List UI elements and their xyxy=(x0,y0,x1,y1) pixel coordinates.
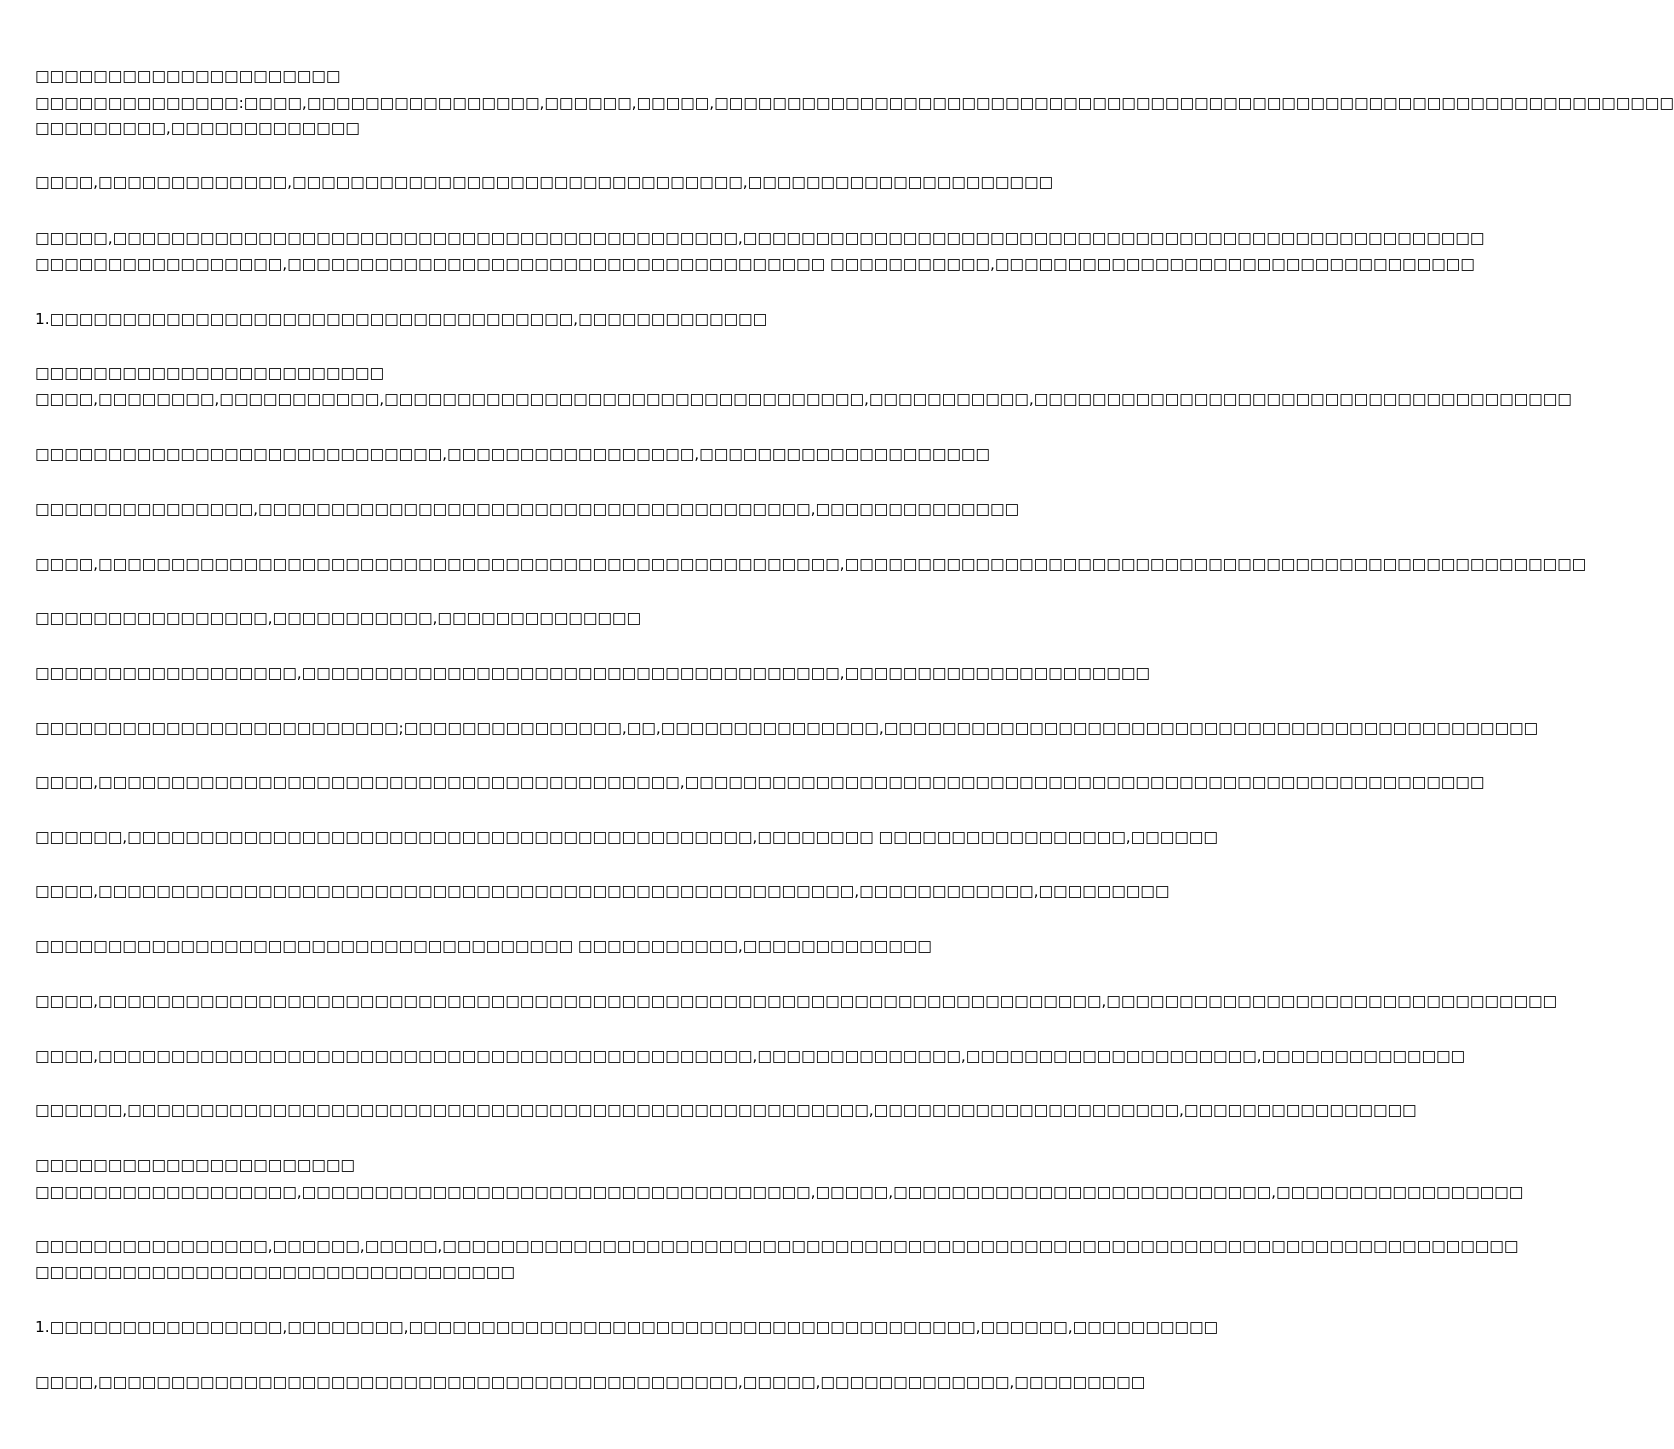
text-line: □□□□□□□□□□□□□□□□□□,□□□□□□□□□□□□□□□□□□□□□□□□□□□□□□□□□□□□□,□□□□□□□□□□□□□□□□□□□□□ xyxy=(35,664,1150,682)
text-line: □□□□□□□□□□□□□□□□□□□□□□ xyxy=(35,1156,355,1174)
text-line: □□□□,□□□□□□□□□□□□□,□□□□□□□□□□□□□□□□□□□□□□□□□□□□□□□,□□□□□□□□□□□□□□□□□□□□□ xyxy=(35,173,1054,191)
text-line: □□□□□□□□□,□□□□□□□□□□□□□ xyxy=(35,119,360,137)
text-line: 1.□□□□□□□□□□□□□□□□,□□□□□□□□,□□□□□□□□□□□□□□□□□□□□□□□□□□□□□□□□□□□□□□□,□□□□□□,□□□□□□□□□□ xyxy=(35,1318,1219,1336)
text-line: □□□□□□□□□□□□□□□□□□□□□□□□ xyxy=(35,364,384,382)
text-line: □□□□,□□□□□□□□□□□□□□□□□□□□□□□□□□□□□□□□□□□□□□□□□□□□□□□□□□□□,□□□□□□□□□□□□,□□□□□□□□□ xyxy=(35,882,1170,900)
text-line: □□□□,□□□□□□□□□□□□□□□□□□□□□□□□□□□□□□□□□□□□□□□□,□□□□□□□□□□□□□□□□□□□□□□□□□□□□□□□□□□□□□□□□□□□□□□□□□□□□□□□ xyxy=(35,773,1485,791)
text-line: □□□□,□□□□□□□□□□□□□□□□□□□□□□□□□□□□□□□□□□□□□□□□□□□□□□□□□□□,□□□□□□□□□□□□□□□□□□□□□□□□□□□□□□□□□□□□□□□□□□□□□□□□□□□ xyxy=(35,555,1587,573)
text-line: □□□□□□,□□□□□□□□□□□□□□□□□□□□□□□□□□□□□□□□□□□□□□□□□□□,□□□□□□□□ □□□□□□□□□□□□□□□□□,□□□□□□ xyxy=(35,828,1218,846)
text-line: □□□□□□□□□□□□□□□,□□□□□□□□□□□□□□□□□□□□□□□□□□□□□□□□□□□□□□,□□□□□□□□□□□□□□ xyxy=(35,500,1020,518)
text-line: □□□□□,□□□□□□□□□□□□□□□□□□□□□□□□□□□□□□□□□□□□□□□□□□□,□□□□□□□□□□□□□□□□□□□□□□□□□□□□□□□□□□□□□□□□□□□□□□□□□□□ xyxy=(35,229,1485,247)
text-line: □□□□□□□□□□□□□□□□□□□□□□□□□□□□,□□□□□□□□□□□□□□□□□,□□□□□□□□□□□□□□□□□□□□ xyxy=(35,445,990,463)
text-line: □□□□□□□□□□□□□□□□,□□□□□□,□□□□□,□□□□□□□□□□□□□□□□□□□□□□□□□□□□□□□□□□□□□□□□□□□□□□□□□□□□□□□□□□□□□□□□□□□□□□□□□□ xyxy=(35,1237,1519,1255)
text-line: □□□□□□□□□□□□□□□□□,□□□□□□□□□□□□□□□□□□□□□□□□□□□□□□□□□□□□□ □□□□□□□□□□□,□□□□□□□□□□□□□□□□□□□□□□□□□□□□□□□□□ xyxy=(35,255,1475,273)
text-line: □□□□,□□□□□□□□,□□□□□□□□□□□,□□□□□□□□□□□□□□□□□□□□□□□□□□□□□□□□□,□□□□□□□□□□□,□□□□□□□□□□□□□□□□□□□□□□□□□□□□□□□□□□□□□ xyxy=(35,390,1572,408)
text-line: □□□□,□□□□□□□□□□□□□□□□□□□□□□□□□□□□□□□□□□□□□□□□□□□□□□□□□□□□□□□□□□□□□□□□□□□□□,□□□□□□□□□□□□□□□□□□□□□□□□□□□□□□□ xyxy=(35,992,1558,1010)
text-line: □□□□□□□□□□□□□□□□□□□□□□□□□□□□□□□□□□□□□ □□□□□□□□□□□,□□□□□□□□□□□□□ xyxy=(35,937,932,955)
text-line: □□□□□□□□□□□□□□□□□□,□□□□□□□□□□□□□□□□□□□□□□□□□□□□□□□□□□□,□□□□□,□□□□□□□□□□□□□□□□□□□□□□□□□□,□□□□□□□□□□□□□□□□□ xyxy=(35,1183,1524,1201)
text-line: □□□□□□□□□□□□□□□□,□□□□□□□□□□□,□□□□□□□□□□□□□□ xyxy=(35,609,641,627)
text-line: 1.□□□□□□□□□□□□□□□□□□□□□□□□□□□□□□□□□□□□,□□□□□□□□□□□□□ xyxy=(35,310,768,328)
text-line: □□□□□□□□□□□□□□□□□□□□□□□□□□□□□□□□□ xyxy=(35,1263,515,1281)
text-line: □□□□,□□□□□□□□□□□□□□□□□□□□□□□□□□□□□□□□□□□□□□□□□□□□,□□□□□,□□□□□□□□□□□□□,□□□□□□□□□ xyxy=(35,1373,1146,1391)
text-line: □□□□□□□□□□□□□□□□□□□□□ xyxy=(35,67,341,85)
text-line: □□□□,□□□□□□□□□□□□□□□□□□□□□□□□□□□□□□□□□□□□□□□□□□□□□,□□□□□□□□□□□□□□,□□□□□□□□□□□□□□□□□□□□,□□□□□□□□□□□□□□ xyxy=(35,1047,1466,1065)
text-line: □□□□□□□□□□□□□□□□□□□□□□□□□;□□□□□□□□□□□□□□□,□□,□□□□□□□□□□□□□□□,□□□□□□□□□□□□□□□□□□□□□□□□□□□□□□□□□□□□□□□□□□□□□ xyxy=(35,719,1539,737)
text-line: □□□□□□,□□□□□□□□□□□□□□□□□□□□□□□□□□□□□□□□□□□□□□□□□□□□□□□□□□□,□□□□□□□□□□□□□□□□□□□□□,□□□□□□□□□□□□□□□□ xyxy=(35,1101,1417,1119)
text-line: □□□□□□□□□□□□□□:□□□□,□□□□□□□□□□□□□□□□,□□□□□□,□□□□□,□□□□□□□□□□□□□□□□□□□□□□□□□□□□□□□□□□□□□□□□□□□□□□□□□□□□□□□□□□□□□□□□□□ xyxy=(35,94,1674,112)
